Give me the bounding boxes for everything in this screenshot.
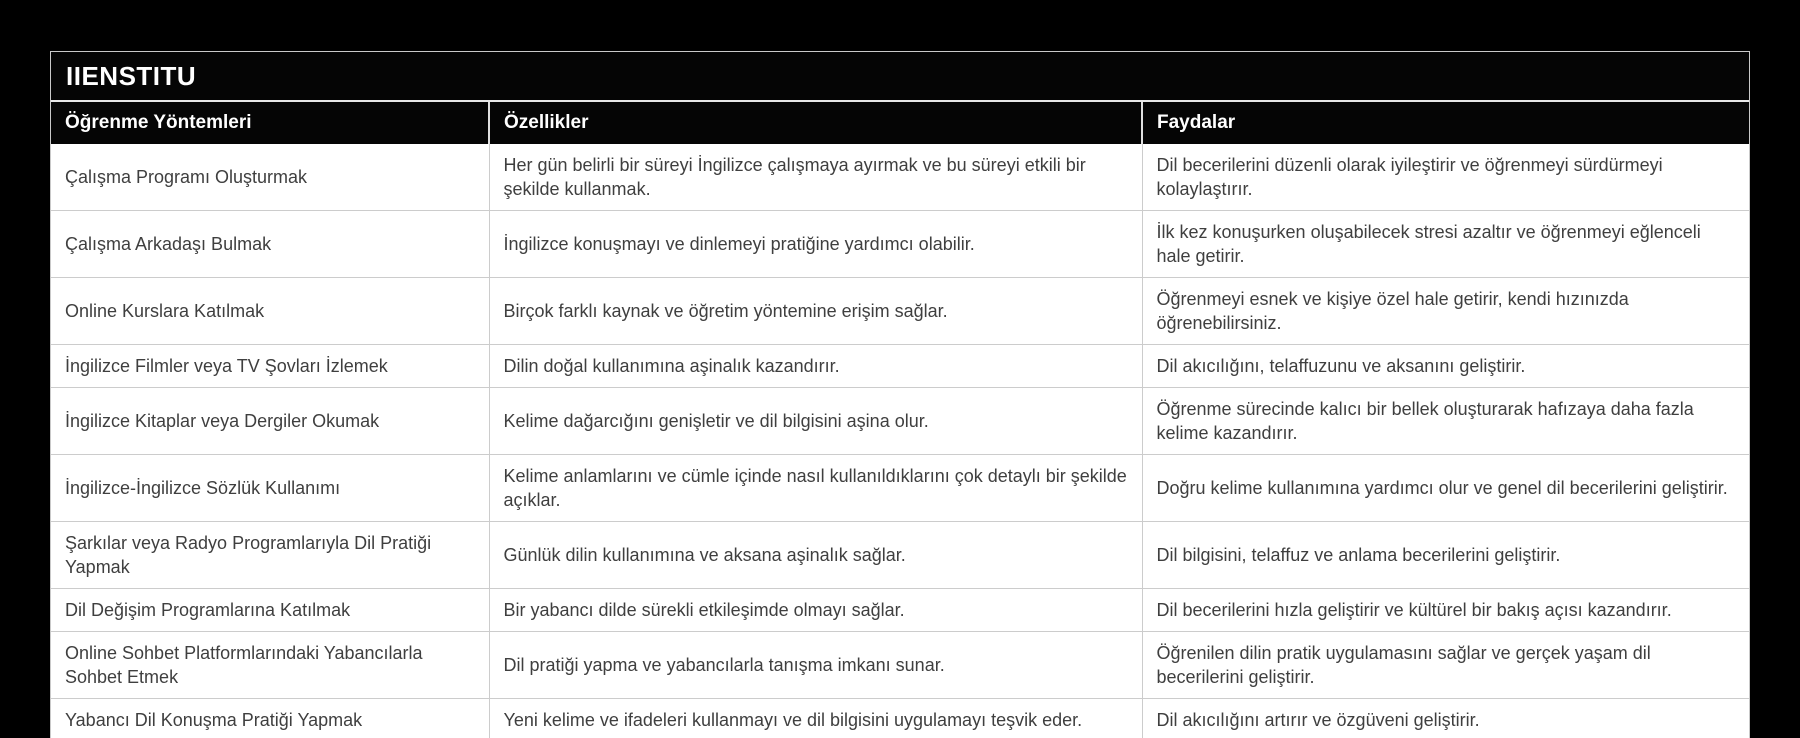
- header-row: [51, 102, 1749, 144]
- cell-method: Dil Değişim Programlarına Katılmak: [51, 589, 489, 632]
- table-row: [51, 522, 1749, 589]
- cell-method: Çalışma Arkadaşı Bulmak: [51, 211, 489, 278]
- column-header-methods: Öğrenme Yöntemleri: [51, 102, 489, 144]
- cell-feature: Günlük dilin kullanımına ve aksana aşinalık sağlar.: [489, 522, 1142, 589]
- table-row: [51, 211, 1749, 278]
- cell-method: Online Sohbet Platformlarındaki Yabancılarla Sohbet Etmek: [51, 632, 489, 699]
- table-body: [51, 144, 1749, 738]
- cell-method: Çalışma Programı Oluşturmak: [51, 144, 489, 211]
- cell-benefit: Dil becerilerini düzenli olarak iyileştirir ve öğrenmeyi sürdürmeyi kolaylaştırır.: [1142, 144, 1749, 211]
- cell-feature: Birçok farklı kaynak ve öğretim yöntemine erişim sağlar.: [489, 278, 1142, 345]
- cell-benefit: İlk kez konuşurken oluşabilecek stresi azaltır ve öğrenmeyi eğlenceli hale getirir.: [1142, 211, 1749, 278]
- cell-benefit: Dil bilgisini, telaffuz ve anlama becerilerini geliştirir.: [1142, 522, 1749, 589]
- cell-feature: İngilizce konuşmayı ve dinlemeyi pratiğine yardımcı olabilir.: [489, 211, 1142, 278]
- table-row: [51, 278, 1749, 345]
- learning-methods-table: [51, 102, 1749, 738]
- cell-method: Online Kurslara Katılmak: [51, 278, 489, 345]
- cell-feature: Dil pratiği yapma ve yabancılarla tanışma imkanı sunar.: [489, 632, 1142, 699]
- cell-benefit: Doğru kelime kullanımına yardımcı olur ve genel dil becerilerini geliştirir.: [1142, 455, 1749, 522]
- table-row: [51, 589, 1749, 632]
- cell-method: İngilizce-İngilizce Sözlük Kullanımı: [51, 455, 489, 522]
- table-row: [51, 144, 1749, 211]
- table-row: [51, 699, 1749, 738]
- table-row: [51, 388, 1749, 455]
- cell-benefit: Öğrenmeyi esnek ve kişiye özel hale getirir, kendi hızınızda öğrenebilirsiniz.: [1142, 278, 1749, 345]
- cell-method: Şarkılar veya Radyo Programlarıyla Dil Pratiği Yapmak: [51, 522, 489, 589]
- page-title: IIENSTITU: [66, 60, 197, 91]
- cell-feature: Dilin doğal kullanımına aşinalık kazandırır.: [489, 345, 1142, 388]
- cell-benefit: Öğrenilen dilin pratik uygulamasını sağlar ve gerçek yaşam dil becerilerini geliştirir.: [1142, 632, 1749, 699]
- column-header-benefits: Faydalar: [1142, 102, 1749, 144]
- cell-benefit: Dil akıcılığını, telaffuzunu ve aksanını geliştirir.: [1142, 345, 1749, 388]
- table-header: [51, 102, 1749, 144]
- cell-feature: Yeni kelime ve ifadeleri kullanmayı ve dil bilgisini uygulamayı teşvik eder.: [489, 699, 1142, 738]
- cell-benefit: Dil akıcılığını artırır ve özgüveni geliştirir.: [1142, 699, 1749, 738]
- cell-method: İngilizce Filmler veya TV Şovları İzlemek: [51, 345, 489, 388]
- title-bar: [51, 52, 1749, 102]
- column-header-features: Özellikler: [489, 102, 1142, 144]
- table-row: [51, 455, 1749, 522]
- cell-feature: Her gün belirli bir süreyi İngilizce çalışmaya ayırmak ve bu süreyi etkili bir şekilde kullanmak.: [489, 144, 1142, 211]
- cell-method: İngilizce Kitaplar veya Dergiler Okumak: [51, 388, 489, 455]
- cell-feature: Kelime dağarcığını genişletir ve dil bilgisini aşina olur.: [489, 388, 1142, 455]
- table-row: [51, 345, 1749, 388]
- cell-benefit: Dil becerilerini hızla geliştirir ve kültürel bir bakış açısı kazandırır.: [1142, 589, 1749, 632]
- cell-benefit: Öğrenme sürecinde kalıcı bir bellek oluşturarak hafızaya daha fazla kelime kazandırır.: [1142, 388, 1749, 455]
- cell-feature: Bir yabancı dilde sürekli etkileşimde olmayı sağlar.: [489, 589, 1142, 632]
- table-row: [51, 632, 1749, 699]
- cell-feature: Kelime anlamlarını ve cümle içinde nasıl kullanıldıklarını çok detaylı bir şekilde açıklar.: [489, 455, 1142, 522]
- cell-method: Yabancı Dil Konuşma Pratiği Yapmak: [51, 699, 489, 738]
- learning-methods-card: [50, 51, 1750, 738]
